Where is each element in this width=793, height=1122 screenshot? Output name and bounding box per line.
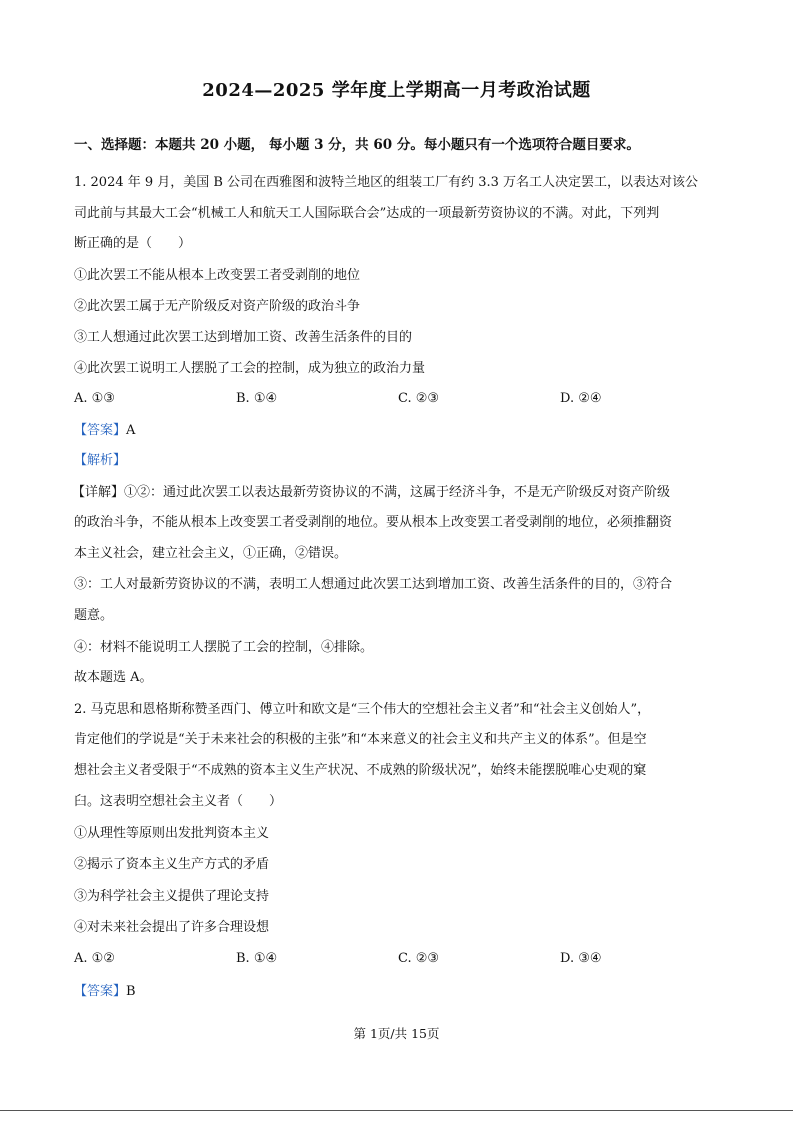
q1-item: ④此次罢工说明工人摆脱了工会的控制，成为独立的政治力量 — [74, 361, 426, 376]
q2-item: ②揭示了资本主义生产方式的矛盾 — [74, 857, 270, 872]
q2-stem-line: 肯定他们的学说是“关于未来社会的积极的主张”和“本来意义的社会主义和共产主义的体系”。但是空 — [74, 732, 647, 747]
q1-detail-line: ③：工人对最新劳资协议的不满，表明工人想通过此次罢工达到增加工资、改善生活条件的目的，③符合 — [74, 577, 673, 592]
q1-stem-line: 1. 2024 年 9 月，美国 B 公司在西雅图和波特兰地区的组装工厂有约 3.3 万名工人决定罢工，以表达对该公 — [74, 175, 699, 190]
q1-stem-line: 断正确的是（ ） — [74, 236, 192, 251]
q2-stem-line: 想社会主义者受限于“不成熟的资本主义生产状况、不成熟的阶级状况”，始终未能摆脱唯心史观的窠 — [74, 763, 647, 778]
q1-analysis-heading — [74, 452, 126, 470]
analysis-tag: 【解析】 — [74, 453, 127, 468]
q1-detail-line: ④：材料不能说明工人摆脱了工会的控制，④排除。 — [74, 640, 374, 655]
q1-detail-line: 故本题选 A。 — [74, 670, 153, 685]
q2-option-d: D. ③④ — [560, 951, 602, 966]
q2-stem-line: 2. 马克思和恩格斯称赞圣西门、傅立叶和欧文是“三个伟大的空想社会主义者”和“社会主义创始人”， — [74, 702, 651, 717]
q1-item: ②此次罢工属于无产阶级反对资产阶级的政治斗争 — [74, 299, 361, 314]
answer-value: B — [126, 984, 136, 999]
q1-answer — [74, 422, 135, 440]
answer-tag: 【答案】 — [74, 984, 127, 999]
q1-option-b: B. ①④ — [236, 391, 278, 406]
bottom-divider — [0, 1110, 793, 1111]
q1-option-a: A. ①③ — [74, 391, 115, 406]
q2-answer — [74, 983, 136, 1001]
q2-item: ①从理性等原则出发批判资本主义 — [74, 826, 270, 841]
q2-option-c: C. ②③ — [398, 951, 440, 966]
q1-detail-line: 题意。 — [74, 608, 114, 623]
q2-option-b: B. ①④ — [236, 951, 278, 966]
q1-option-d: D. ②④ — [560, 391, 602, 406]
q2-item: ③为科学社会主义提供了理论支持 — [74, 889, 270, 904]
q2-stem-line: 臼。这表明空想社会主义者（ ） — [74, 794, 283, 809]
q1-detail-line: 的政治斗争，不能从根本上改变罢工者受剥削的地位。要从根本上改变罢工者受剥削的地位，必须推翻资 — [74, 515, 673, 530]
q1-stem-line: 司此前与其最大工会“机械工人和航天工人国际联合会”达成的一项最新劳资协议的不满。对此，下列判 — [74, 206, 660, 221]
q1-item: ③工人想通过此次罢工达到增加工资、改善生活条件的目的 — [74, 330, 413, 345]
page-footer: 第 1页/共 15页 — [353, 1026, 440, 1041]
answer-value: A — [126, 423, 136, 438]
q2-option-a: A. ①② — [74, 951, 115, 966]
q2-item: ④对未来社会提出了许多合理设想 — [74, 920, 270, 935]
q1-item: ①此次罢工不能从根本上改变罢工者受剥削的地位 — [74, 268, 361, 283]
q1-option-c: C. ②③ — [398, 391, 440, 406]
q1-detail-line: 【详解】①②：通过此次罢工以表达最新劳资协议的不满，这属于经济斗争，不是无产阶级反对资产阶级 — [72, 485, 671, 500]
page-title: 2024—2025 学年度上学期高一月考政治试题 — [202, 80, 591, 101]
section-heading: 一、选择题：本题共 20 小题， 每小题 3 分，共 60 分。每小题只有一个选项符合题目要求。 — [74, 137, 640, 153]
answer-tag: 【答案】 — [74, 423, 127, 438]
q1-detail-line: 本主义社会，建立社会主义，①正确，②错误。 — [74, 546, 348, 561]
